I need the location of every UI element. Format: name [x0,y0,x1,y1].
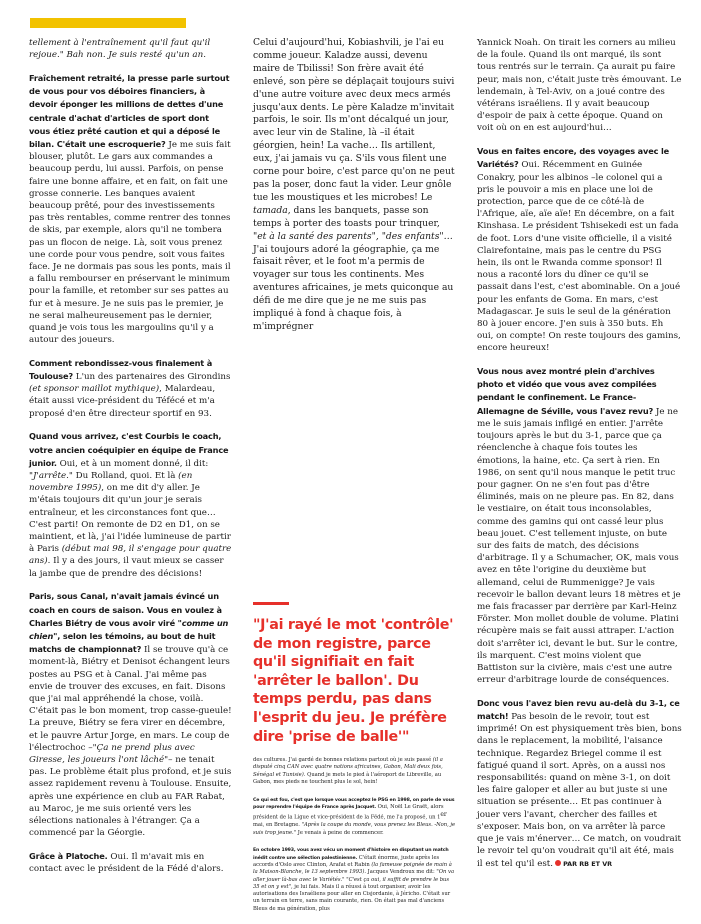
answer: Yannick Noah. On tirait les corners au milieu de la foule. Quand ils ont marqué, ils sont tous rentrés sur le terrain. Ça aurait pu faire peur, mais non, c'était juste très émouvant. Le lendemain, à Tel-Aviv, on a joué contre des vétérans israéliens. Il y avait beaucoup d'espoir de paix à cette époque. Quand on voit où on en est aujourd'hui… [477,38,682,134]
aside-note: (en novembre 1995) [29,471,193,494]
answer: Oui, et à un moment donné, il dit: [56,458,209,469]
answer: , dans les banquets, passe son temps à porter des toasts pour trinquer, [253,204,440,229]
answer: Je me suis fait blouser, plutôt. Le gars aux commandes a beaucoup perdu, lui aussi. Parfois, on pense faire une bonne affaire, et en fait, on fait une grosse connerie. Les banques avaient beaucoup prêté, pour des investissements pas très rentables, comme rentrer des tonnes de skis, par exemple, alors qu'il ne tombera pas un flocon de neige. Là, soit vous prenez une corde pour vous pendre, soit vous faites face. Je ne dormais pas sous les ponts, mais il a fallu rembourser en préservant le minimum pour la famille, et retomber sur ses pattes au fur et à mesure. Je ne suis pas le premier, je ne serai malheureusement pas le dernier, quand je vois tous les margoulins qu'il y a autour des joueurs. [29,139,231,346]
column-2 [253,37,456,344]
paragraph [477,37,682,135]
answer: Oui, Noël Le Graët, alors président de la Ligue et vice-président de la Fédé, me l'a proposé, un 1 [253,803,444,822]
author-signature: PAR RB ET VR [563,859,613,868]
answer: Oui. Récemment en Guinée Conakry, pour les albinos –le colonel qui a pris le pouvoir a mis en place une loi de protection, parce que de ce côté-là de l'Afrique, aïe, aïe aïe! En décembre, on a fait Kinshasa. Le président Tshisekedi est un fada de foot. Lors d'une visite officielle, il a visité Clairefontaine, mais pas le centre du PSG hein, ils ont le Rwanda comme sponsor! Il nous a raconté lors du dîner ce qu'il se passait dans l'est, c'est abominable. On a joué pour les enfants de Goma. En mars, c'est Madagascar. Je suis le seul de la génération 80 à jouer encore. J'en suis à 350 buts. Eh oui, on compte! On reste toujours des gamins, encore heureux! [477,160,681,354]
question: Paris, sous Canal, n'avait jamais évincé un coach en cours de saison. Vous en voulez à Charles Biétry de vous avoir viré [29,591,222,628]
aside-note: (la fameuse poignée de main à la Maison-Blanche, le 13 septembre 1993) [253,862,452,876]
aside-note: (début mai 98, il s'engage pour quatre ans) [29,544,232,567]
paragraph [29,37,232,61]
question: Fraîchement retraité, la presse parle surtout de vous pour vos déboires financiers, à devoir éponger les millions de dettes d'une centrale d'achat d'articles de sport dont vous étiez prêté caution et qui a déposé le bilan. C'était une escroquerie? [29,72,230,149]
answer: . Jacques Vendroux me dit: [364,869,437,876]
qa-block [29,850,232,875]
question: En octobre 1993, vous avez vécu un moment d'histoire en disputant un match inédit contre une sélection palestinienne. [253,848,449,861]
qa-block [477,697,682,870]
pull-quote: "J'ai rayé le mot 'contrôle' de mon registre, parce qu'il signifiait en fait 'arrêter le ballon'. Du temps perdu, pas dans l'esprit du jeu. Je préfère dire 'prise de balle'" [253,617,454,745]
qa-block [477,145,682,354]
column-1 [29,37,232,886]
question: Ce qui est fou, c'est que lorsque vous acceptez le PSG en 1998, on parle de vous pour reprendre l'équipe de France après Jacquet. [253,797,455,810]
question: Donc vous l'avez bien revu au-delà du 3-1, ce match! [477,697,680,722]
question: Grâce à Platoche. [29,850,108,861]
question: Quand vous arrivez, c'est Courbis le coach, votre ancien coéquipier en équipe de France junior. [29,431,229,468]
intro-text: tellement à l'entraînement qu'il faut qu'il rejoue." Bah non. Je suis resté qu'un an. [29,38,211,61]
answer: mai, en Bretagne. [253,822,302,829]
qa-block [29,590,232,839]
pull-quote-rule [253,602,289,605]
answer: Pas besoin de le revoir, tout est imprimé! On est physiquement très bien, bons dans le replacement, la mobilité, l'aisance technique. Regardez Briegel comme il est fatigué quand il sort. Après, on a aussi nos responsabilités: quand on mène 3-1, on doit les faire galoper et aller au but juste si une situation se présente… Et pas continuer à jouer vers l'avant, chercher des failles et s'exposer. Mais bon, on va arrêter là parce que je vais m'énerver… Ce match, on voudrait le revoir tel qu'on voudrait qu'il ait été, mais il est tel qu'il est. [477,712,682,869]
qa-block [253,847,456,913]
qa-block [29,430,232,579]
end-mark-dot-icon [555,860,561,866]
qa-block [253,797,456,837]
answer: Je venais à peine de commencer. [296,829,384,836]
answer: Je ne me le suis jamais infligé en entier. J'arrête toujours après le but du 3-1, parce que ça réenclenche à chaque fois toutes les émotions, la haine, etc. Ça sert à rien. En 1986, on sent qu'il nous manque le petit truc pour gagner. On ne s'en fout pas d'être éliminés, mais on ne pleure pas. En 82, dans le vestiaire, on était tous inconsolables, comme des gamins qui ont cassé leur plus beau jouet. C'est tellement injuste, on bute sur des faits de match, des décisions d'arbitrage. Il y a Schumacher, OK, mais vous avez en tête l'origine du deuxième but allemand, celui de Rummenigge? Je vais recevoir le ballon devant leurs 18 mètres et je me fais fracasser par derrière par Karl-Heinz Förster. Mon mollet double de volume. Platini récupère mais se fait aussi attraper. L'action doit s'arrêter ici, devant le but. Sur le contre, ils marquent. C'est moins violent que Battiston sur la civière, mais c'est une autre erreur d'arbitrage lourde de conséquences. [477,406,681,686]
answer: L'un des partenaires des Girondins [73,372,231,383]
aside-note: (et sponsor maillot mythique) [29,384,160,395]
answer: Il se trouve qu'à ce moment-là, Biétry et Denisot échangent leurs postes au PSG et à Canal. J'ai même pas envie de trouver des excuses, en fait. Disons que j'ai mal appréhendé la chose, voilà. C'était pas le bon moment, trop casse-gueule! La preuve, Biétry se fera virer en décembre, et le pauvre Artur Jorge, en mars. Le coup de l'électrochoc – [29,645,232,753]
aside-note: (il a disputé cinq CAN avec quatre nations africaines, Gabon, Mali deux fois, Sénégal et Tunisie) [253,757,443,778]
answer: , on me dit d'y aller. Je m'étais toujours dit qu'un jour je serais entraîneur, et les circonstances font que… C'est parti! On remonte de D2 en D1, on se maintient, et là, j'ai l'idée lumineuse de partir à Paris [29,483,231,555]
qa-block [29,357,232,420]
answer: . Quand je mets le pied à l'aéroport de Libreville, au Gabon, mes pieds ne touchent plus le sol, hein! [253,771,442,785]
paragraph [253,757,456,786]
question: Vous nous avez montré plein d'archives photo et vidéo que vous avez compilées pendant le confinement. Le France-Allemagne de Séville, vous l'avez revu? [477,366,657,416]
quote: "Après la coupe du monde, vous prenez les Bleus. -Non, je suis trop jeune." [253,822,456,836]
paragraph [253,37,456,334]
question: Vous en faites encore, des voyages avec le Variétés? [477,146,670,170]
answer: Du Rolland, quoi. Et là [72,471,179,481]
quote: "Ça ne prend plus avec Giresse, les joueurs l'ont lâché" [29,742,195,765]
answer: des cultures. J'ai gardé de bonnes relations partout où je suis passé [253,757,433,763]
column-3 [477,37,682,880]
qa-block [29,72,232,346]
quote: "et à la santé des parents", "des enfants" [253,230,444,242]
answer: – ne tenait pas. Le problème était plus profond, et je suis assez rapidement revenu à Toulouse. Ensuite, après une expérience en club au FAR Rabat, au Maroc, je me suis orienté vers les sélections nationales à l'étranger. Ça a commencé par la Géorgie. [29,754,232,839]
section-color-bar [30,18,186,28]
answer: C'était énorme, juste après les accords d'Oslo avec Clinton, Arafat et Rabin [253,854,440,868]
quote: "On va aller jouer là-bas avec le Variétés." "C'est ça oui, il suffit de prendre le bus 35 et on y est" [253,869,455,890]
term: tamada [253,204,288,216]
answer: , je lui fais. Mais il a réussi à tout organiser, avoir les autorisations des Israéliens pour aller en Cisjordanie, à Jéricho. C'était sur un terrain en terre, sans main courante, rien. On était pas mal d'anciens Bleus de ma génération, plus [253,883,451,912]
answer: . Il y a des jours, il vaut mieux se casser la jambe que de prendre des décisions! [29,556,224,579]
question: , selon les témoins, au bout de huit matchs de championnat? [29,630,216,655]
question-quote: "comme un chien" [29,617,229,641]
answer: Celui d'aujourd'hui, Kobiashvili, je l'ai eu comme joueur. Kaladze aussi, devenu maire de Tbilissi! Son frère avait été enlevé, son père se déplaçait toujours suivi d'une autre voiture avec deux mecs armés jusqu'aux dents. Le père Kaladze m'invitait parfois, le soir. Ils m'ont décalqué un jour, avec leur vin de Staline, là –il était géorgien, hein! La vache… Ils artillent, eux, j'ai jamais vu ça. S'ils vous filent une corne pour boire, c'est parce qu'on ne peut pas la poser, donc faut la vider. Leur gnôle tue les moustiques et les microbes! Le [253,37,455,203]
answer: … J'ai toujours adoré la géographie, ça me faisait rêver, et le foot m'a permis de voyager sur tous les continents. Mes aventures africaines, je mets quiconque au défi de me dire que je ne me suis pas impliqué à fond à chaque fois, à m'imprégner [253,230,454,332]
superscript: er [440,811,447,819]
answer: Oui. Il m'avait mis en contact avec le président de la Fédé d'alors. [29,851,224,875]
column-2-lower [253,757,456,924]
quote: "J'arrête." [29,471,73,481]
qa-block [477,365,682,686]
question: Comment rebondissez-vous finalement à Toulouse? [29,357,213,382]
answer: , Malardeau, était aussi vice-président du Téfécé et m'a proposé d'en être directeur sportif en 93. [29,384,216,419]
